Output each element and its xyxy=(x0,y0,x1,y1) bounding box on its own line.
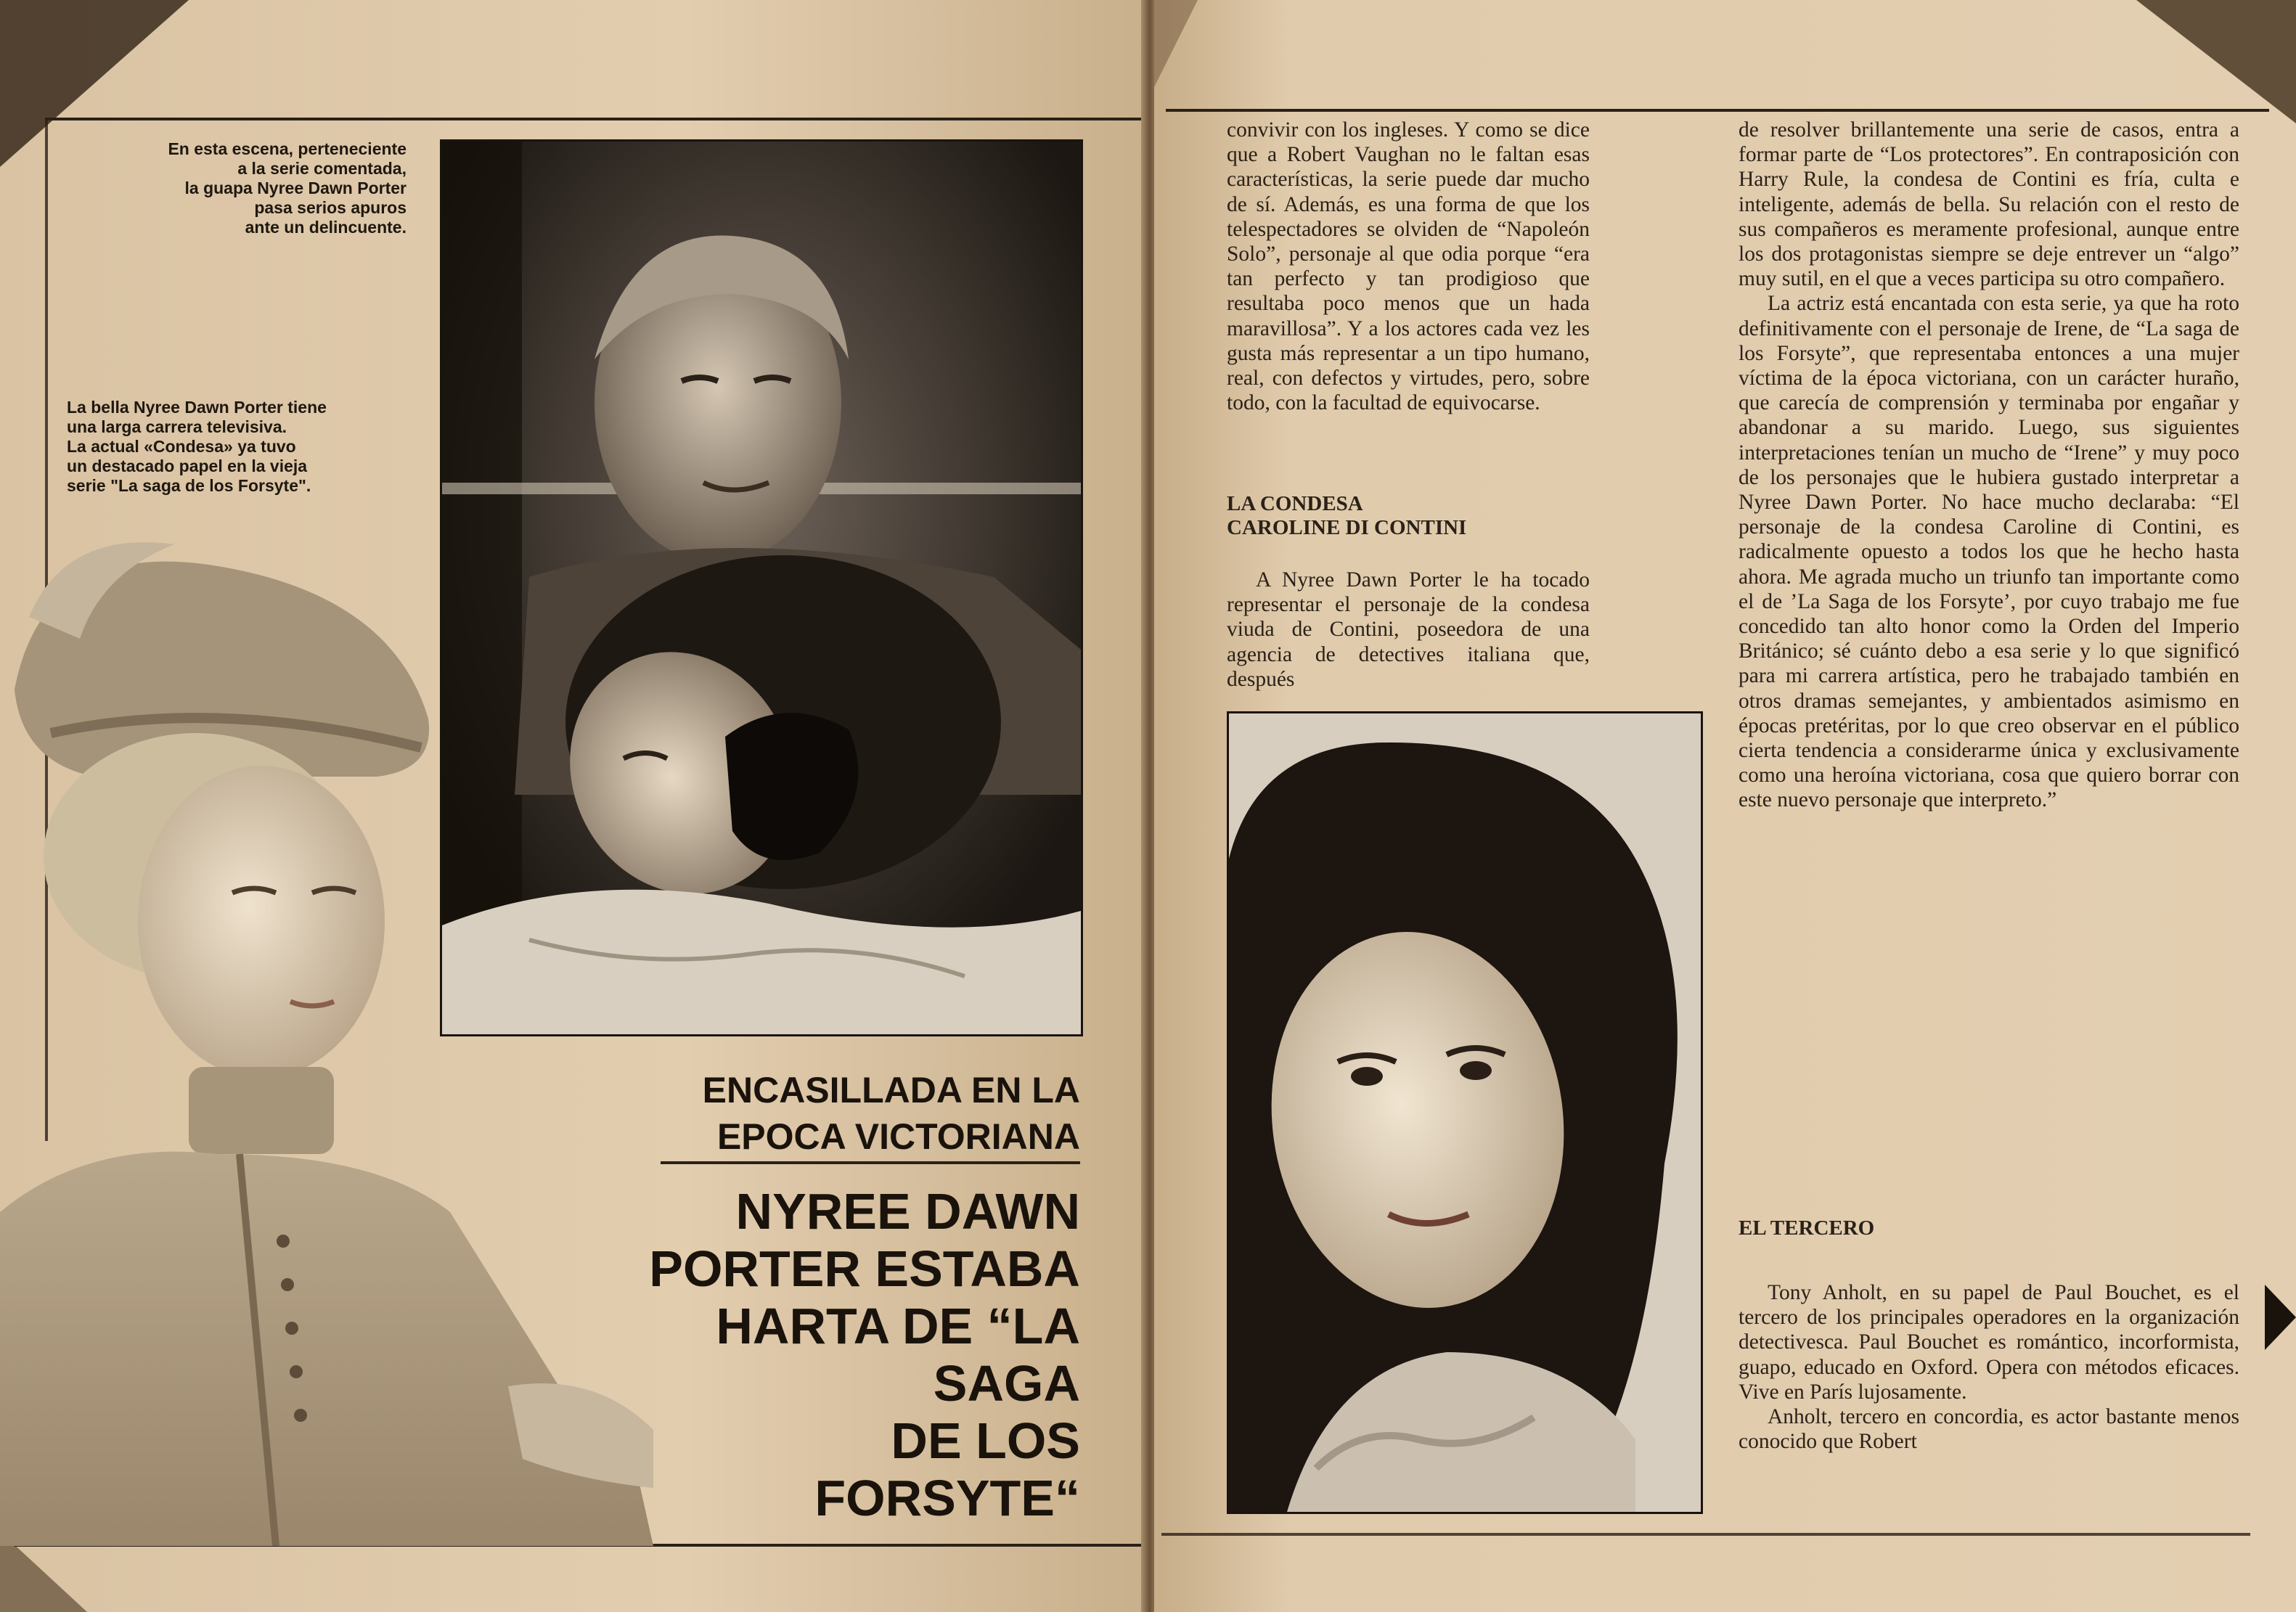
column-2-top xyxy=(1739,118,2239,813)
paragraph: La actriz está encantada con esta serie, ya que ha roto definitivamente con el personaje de Irene, de “La saga de los Forsyte”, que representaba entonces a una mujer víctima de la época victoriana, con un carácter huraño, que carecía de comprensión y terminaba por engañar y abandonar a su marido. Luego, sus siguientes interpretaciones tenían un mucho de “Irene” y muy poco de los personajes que le hubiera gustado interpretar a Nyree Dawn Porter. No hace mucho declaraba: “El personaje de la condesa Caroline di Contini, es radicalmente opuesto a todos los que he hecho hasta ahora. Me agrada mucho un triunfo tan importante como el de ’La Saga de los Forsyte’, por cuyo trabajo me fue concedido tan alto honor como la Orden del Imperio Británico; sé cuánto debo a esa serie y lo que significó para mi carrera artística, pero he trabajado también en otros dramas semejantes, y ambientados asimismo en épocas pretéritas, por lo que creo observar en el público cierta tendencia a considerarme única y exclusivamente como una heroína victoriana, cosa que quiero borrar con este nuevo personaje que interpreto.” xyxy=(1739,292,2239,812)
top-right-corner-shadow xyxy=(2136,0,2296,123)
caption-line: una larga carrera televisiva. xyxy=(67,417,287,436)
left-page xyxy=(0,0,1145,1612)
subhead-condesa xyxy=(1227,492,1590,540)
caption-line: un destacado papel en la vieja xyxy=(67,457,308,475)
subhead-line: CAROLINE DI CONTINI xyxy=(1227,516,1467,539)
top-left-inner-corner-shadow xyxy=(1154,0,1198,87)
headline-line: HARTA DE “LA xyxy=(716,1298,1080,1354)
condesa-portrait-illustration xyxy=(1229,713,1701,1512)
caption-line: ante un delincuente. xyxy=(245,218,407,237)
subhead-line: LA CONDESA xyxy=(1227,492,1363,515)
caption-top xyxy=(102,139,407,237)
next-page-arrow-icon xyxy=(2265,1285,2296,1350)
headline-line: NYREE DAWN xyxy=(735,1183,1080,1240)
kicker-line: ENCASILLADA EN LA xyxy=(702,1070,1080,1110)
column-1-top xyxy=(1227,118,1590,415)
headline-line: DE LOS xyxy=(891,1412,1080,1469)
headline-line: SAGA xyxy=(933,1355,1080,1412)
paragraph: A Nyree Dawn Porter le ha tocado representar el personaje de la condesa viuda de Contini, poseedora de una agencia de detectives italiana que, después xyxy=(1227,568,1590,691)
caption-middle xyxy=(67,398,415,496)
headline-line: FORSYTE“ xyxy=(814,1470,1080,1526)
headline-line: PORTER ESTABA xyxy=(649,1240,1080,1297)
kicker xyxy=(566,1067,1080,1160)
subhead-el-tercero: EL TERCERO xyxy=(1739,1216,1875,1240)
bottom-rule-right xyxy=(1161,1533,2250,1536)
kicker-underline xyxy=(661,1161,1080,1164)
paragraph: Anholt, tercero en concordia, es actor bastante menos conocido que Robert xyxy=(1739,1405,2239,1454)
paragraph: convivir con los ingleses. Y como se dice que a Robert Vaughan no le faltan esas características, la serie puede dar mucho de sí. Además, es una forma de que los telespectadores se olviden de “Napoleón Solo”, personaje al que odia porque “era tan perfecto y tan prodigioso que resultaba poco menos que un hada maravillosa”. Y a los actores cada vez les gusta más representar a un tipo humano, real, con defectos y virtudes, pero, sobre todo, con la facultad de equivocarse. xyxy=(1227,118,1590,415)
main-headline xyxy=(537,1183,1080,1527)
caption-line: La bella Nyree Dawn Porter tiene xyxy=(67,398,327,417)
top-rule xyxy=(45,118,1141,120)
caption-line: serie "La saga de los Forsyte". xyxy=(67,476,311,495)
caption-line: En esta escena, perteneciente xyxy=(168,139,407,158)
caption-line: La actual «Condesa» ya tuvo xyxy=(67,437,296,456)
column-2-bottom xyxy=(1739,1280,2239,1454)
right-page xyxy=(1154,0,2296,1612)
condesa-portrait-photo xyxy=(1227,711,1703,1514)
column-1-bottom xyxy=(1227,568,1590,692)
caption-line: a la serie comentada, xyxy=(237,159,407,178)
caption-line: pasa serios apuros xyxy=(254,198,407,217)
paragraph: de resolver brillantemente una serie de casos, entra a formar parte de “Los protectores”. En contraposición con Harry Rule, la condesa de Contini es fría, culta e inteligente, además de bella. Su relación con el resto de sus compañeros es meramente profesional, aunque entre los dos protagonistas siempre se deje entrever un “algo” muy sutil, en el que a veces participa su otro compañero. xyxy=(1739,118,2239,291)
top-rule-right xyxy=(1166,109,2269,112)
kicker-line: EPOCA VICTORIANA xyxy=(716,1116,1080,1157)
paragraph: Tony Anholt, en su papel de Paul Bouchet, es el tercero de los principales operadores en la organización detectivesca. Paul Bouchet es romántico, incorformista, guapo, educado en Oxford. Opera con métodos eficaces. Vive en París lujosamente. xyxy=(1739,1281,2239,1404)
caption-line: la guapa Nyree Dawn Porter xyxy=(184,179,407,197)
